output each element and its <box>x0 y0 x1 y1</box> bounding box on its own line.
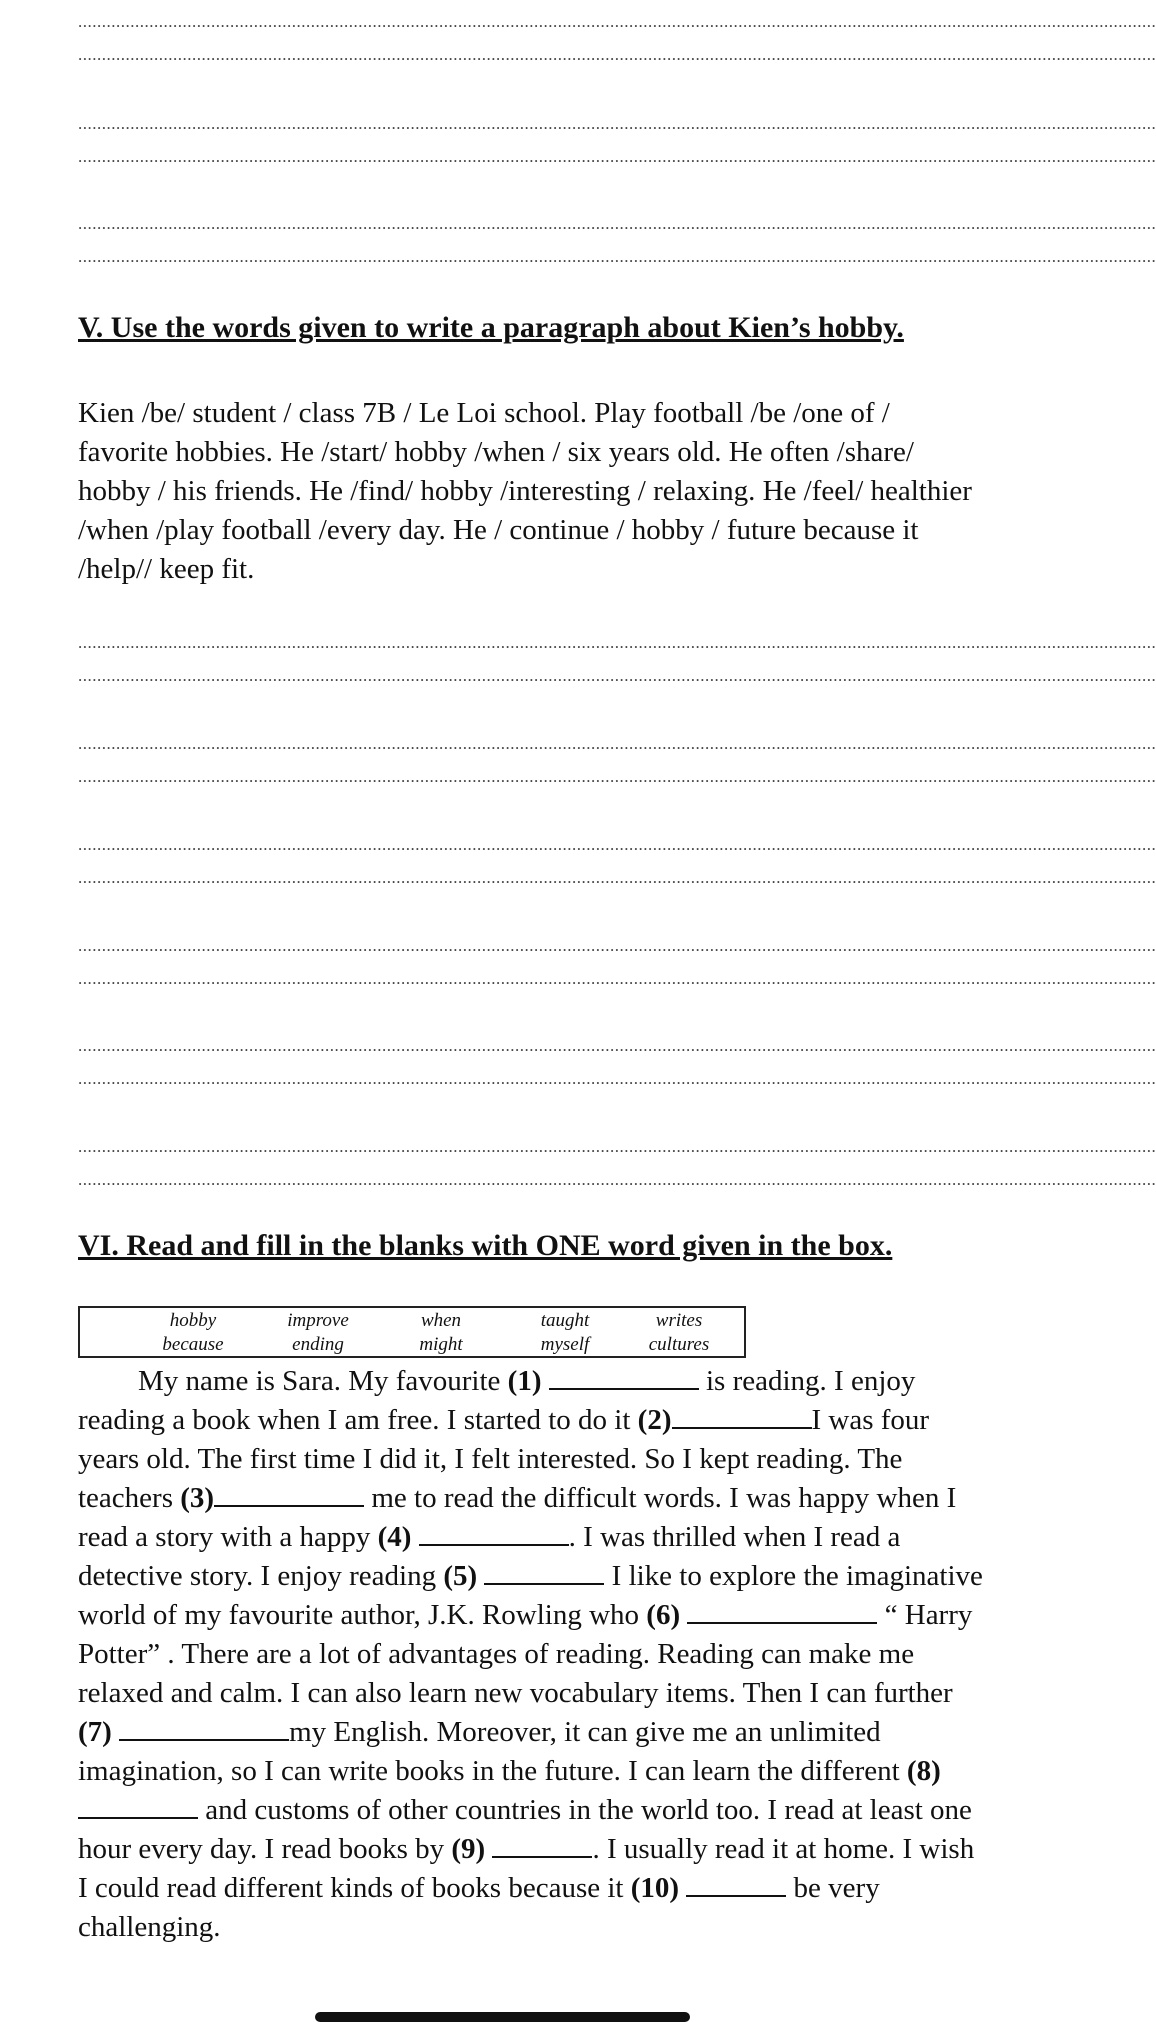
answer-line: ................................................................................................................................................................................................................................... <box>78 936 1156 955</box>
answer-line: ................................................................................................................................................................................................................................... <box>78 12 1156 31</box>
answer-line: ................................................................................................................................................................................................................................... <box>78 1036 1156 1055</box>
answer-line: ................................................................................................................................................................................................................................... <box>78 214 1156 233</box>
answer-line: ................................................................................................................................................................................................................................... <box>78 734 1156 753</box>
answer-line: ................................................................................................................................................................................................................................... <box>78 1170 1156 1189</box>
blank-9[interactable] <box>492 1830 592 1858</box>
answer-line: ................................................................................................................................................................................................................................... <box>78 666 1156 685</box>
home-indicator[interactable] <box>315 2012 690 2022</box>
reading-passage-text: My name is Sara. My favourite (1) is reading. I enjoy reading a book when I am free. I started to do it (2) I was four years old. The first time I did it, I felt interested. So I kept reading. The teachers (3) me to read the difficult words. I was happy when I read a story with a happy (4) . I was thrilled when I read a detective story. I enjoy reading (5) I like to explore the imaginative world of my favourite author, J.K. Rowling who (6) “ Harry Potter” . There are a lot of advantages of reading. Reading can make me relaxed and calm. I can also learn new vocabulary items. Then I can further (7) my English. Moreover, it can give me an unlimited imagination, so I can write books in the future. I can learn the different (8) and customs of other countries in the world too. I read at least one hour every day. I read books by (9) . I usually read it at home. I wish I could read different kinds of books because it (10) be very challenging. <box>78 1362 983 1947</box>
section-6-heading: VI. Read and fill in the blanks with ONE word given in the box. <box>78 1229 893 1262</box>
answer-line: ................................................................................................................................................................................................................................... <box>78 868 1156 887</box>
word-box-item: because <box>162 1334 224 1355</box>
blank-3[interactable] <box>214 1479 364 1507</box>
blank-number: (4) <box>377 1521 412 1553</box>
answer-line: ................................................................................................................................................................................................................................... <box>78 1069 1156 1088</box>
blank-10[interactable] <box>686 1869 786 1897</box>
blank-number: (5) <box>443 1560 478 1592</box>
blank-number: (1) <box>507 1365 542 1397</box>
blank-number: (7) <box>78 1716 112 1748</box>
answer-line: ................................................................................................................................................................................................................................... <box>78 633 1156 652</box>
blank-number: (10) <box>630 1872 680 1904</box>
word-box-item: ending <box>292 1334 344 1355</box>
answer-line: ................................................................................................................................................................................................................................... <box>78 969 1156 988</box>
section-5-heading: V. Use the words given to write a paragraph about Kien’s hobby. <box>78 311 904 344</box>
word-box-item: writes <box>655 1310 703 1331</box>
reading-passage <box>78 1362 983 1947</box>
word-box-item: taught <box>540 1310 590 1331</box>
word-box-item: hobby <box>169 1310 217 1331</box>
blank-number: (6) <box>646 1599 681 1631</box>
blank-4[interactable] <box>419 1518 569 1546</box>
blank-2[interactable] <box>672 1401 812 1429</box>
answer-line: ................................................................................................................................................................................................................................... <box>78 767 1156 786</box>
blank-number: (2) <box>637 1404 672 1436</box>
word-box-item: might <box>419 1334 463 1355</box>
answer-line: ................................................................................................................................................................................................................................... <box>78 45 1156 64</box>
word-box-item: cultures <box>648 1334 710 1355</box>
blank-8[interactable] <box>78 1791 198 1819</box>
section-5-prompt <box>78 394 983 589</box>
answer-line: ................................................................................................................................................................................................................................... <box>78 835 1156 854</box>
answer-line: ................................................................................................................................................................................................................................... <box>78 147 1156 166</box>
word-box-item: improve <box>287 1310 349 1331</box>
blank-1[interactable] <box>549 1362 699 1390</box>
answer-line: ................................................................................................................................................................................................................................... <box>78 247 1156 266</box>
word-box-item: when <box>420 1310 462 1331</box>
answer-line: ................................................................................................................................................................................................................................... <box>78 114 1156 133</box>
answer-line: ................................................................................................................................................................................................................................... <box>78 1137 1156 1156</box>
word-box-item: myself <box>540 1334 590 1355</box>
word-box <box>78 1306 746 1358</box>
section-5-prompt-text: Kien /be/ student / class 7B / Le Loi school. Play football /be /one of / favorite hobbies. He /start/ hobby /when / six years old. He often /share/ hobby / his friends. He /find/ hobby /interesting / relaxing. He /feel/ healthier /when /play football /every day. He / continue / hobby / future because it /help// keep fit. <box>78 397 972 585</box>
blank-6[interactable] <box>687 1596 877 1624</box>
blank-number: (3) <box>180 1482 215 1514</box>
blank-5[interactable] <box>484 1557 604 1585</box>
blank-7[interactable] <box>119 1713 289 1741</box>
blank-number: (8) <box>906 1755 941 1787</box>
blank-number: (9) <box>451 1833 486 1865</box>
